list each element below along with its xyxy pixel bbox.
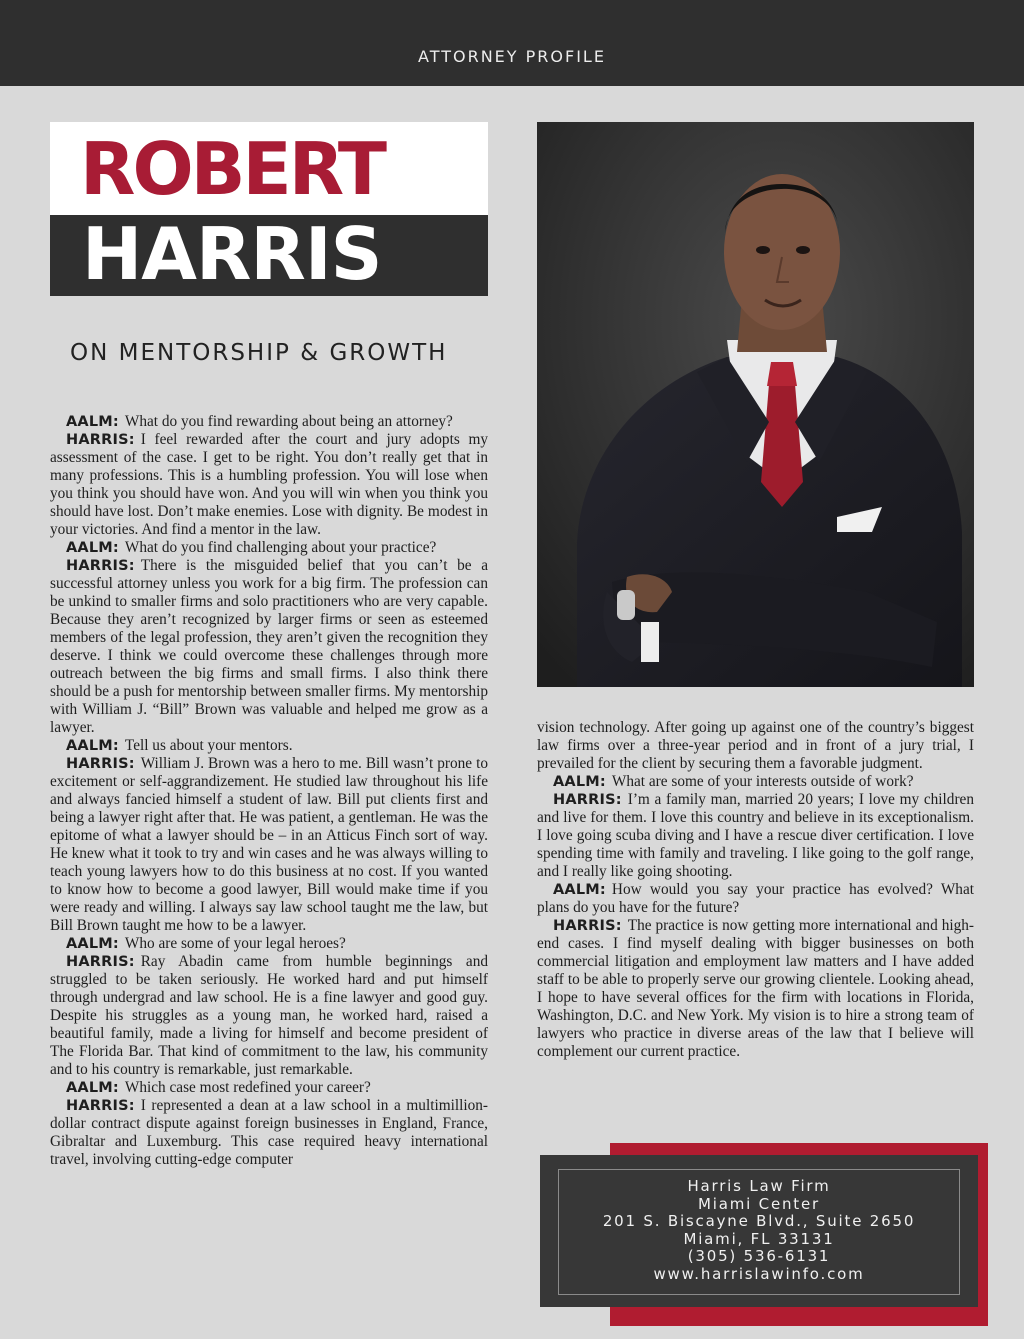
last-name-panel (50, 212, 488, 296)
interviewee-label: HARRIS: (553, 918, 622, 934)
interview-answer (537, 917, 974, 1061)
interview-column-left (50, 413, 488, 1169)
last-name: HARRIS (82, 212, 382, 296)
website-link[interactable]: www.harrislawinfo.com (653, 1264, 865, 1283)
contact-card-frame (558, 1169, 960, 1295)
interviewee-label: HARRIS: (66, 756, 135, 772)
interview-answer (50, 1097, 488, 1169)
building-name: Miami Center (698, 1194, 820, 1213)
paragraph-text: I’m a family man, married 20 years; I love my children and live for them. I love this country and believe in its exceptionalism. I love going scuba diving and I have a rescue diver certification. I love spending time with family and traveling. I like going to the golf range, and I really like going shooting. (537, 791, 974, 880)
firm-name: Harris Law Firm (687, 1177, 831, 1195)
interviewee-label: HARRIS: (66, 954, 135, 970)
paragraph-text: Ray Abadin came from humble beginnings and struggled to be taken seriously. He worked hard and put himself through undergrad and law school. He is a fine lawyer and good guy. Despite his struggles as a young man, he worked hard, raised a beautiful family, made a living for himself and become president of The Florida Bar. That kind of commitment to the law, his community and to his country is remarkable, just remarkable. (50, 953, 488, 1078)
paragraph-text: Tell us about your mentors. (124, 737, 293, 754)
interviewer-label: AALM: (553, 882, 606, 898)
paragraph-text: I represented a dean at a law school in a multimillion-dollar contract dispute against foreign businesses in England, France, Gibraltar and Luxemburg. This case required heavy international travel, involving cutting-edge computer (50, 1097, 488, 1168)
interviewee-label: HARRIS: (553, 792, 622, 808)
street-address: 201 S. Biscayne Blvd., Suite 2650 (602, 1212, 916, 1230)
article-subtitle: ON MENTORSHIP & GROWTH (70, 340, 448, 366)
interview-answer (50, 557, 488, 737)
paragraph-text: The practice is now getting more international and high-end cases. I find myself dealing with bigger businesses on both commercial litigation and employment law matters and I have added staff to be able to properly serve our growing clientele. Looking ahead, I hope to have several offices for the firm with locations in Florida, Washington, D.C. and New York. My vision is to hire a strong team of lawyers who practice in diverse areas of the law that I believe will complement our current practice. (537, 917, 974, 1060)
interview-question (537, 773, 974, 791)
answer-continued (537, 719, 974, 773)
paragraph-text: What do you find rewarding about being an attorney? (124, 413, 453, 430)
interview-question (537, 881, 974, 917)
city-state-zip: Miami, FL 33131 (683, 1229, 835, 1248)
paragraph-text: Who are some of your legal heroes? (124, 935, 346, 952)
paragraph-text: What do you find challenging about your practice? (124, 539, 437, 556)
first-name: ROBERT (80, 127, 385, 211)
contact-card (540, 1155, 978, 1307)
first-name-panel (50, 122, 488, 215)
interviewer-label: AALM: (553, 774, 606, 790)
paragraph-text: Which case most redefined your career? (124, 1079, 371, 1096)
interview-answer (50, 755, 488, 935)
attorney-portrait (537, 122, 974, 687)
phone-number[interactable]: (305) 536-6131 (687, 1247, 831, 1265)
interviewer-label: AALM: (66, 414, 119, 430)
interviewer-label: AALM: (66, 738, 119, 754)
paragraph-text: vision technology. After going up against one of the country’s biggest law firms over a three-year period and in front of a jury trial, I prevailed for the client by securing them a favorable judgment. (537, 719, 974, 772)
interview-column-right (537, 719, 974, 1061)
paragraph-text: There is the misguided belief that you can’t be a successful attorney unless you work for a big firm. The profession can be unkind to smaller firms and solo practitioners who are very capable. Because they aren’t recognized by larger firms or seen as esteemed members of the legal profession, they aren’t given the recognition they deserve. I think we could overcome these challenges through more outreach between the big firms and small firms. I also think there should be a push for mentorship between smaller firms. My mentorship with William J. “Bill” Brown was valuable and helped me grow as a lawyer. (50, 557, 489, 736)
interview-answer (50, 953, 488, 1079)
interview-question (50, 413, 488, 431)
interview-question (50, 539, 488, 557)
interviewee-label: HARRIS: (66, 432, 135, 448)
interviewer-label: AALM: (66, 936, 119, 952)
header-bar (0, 0, 1024, 86)
interview-answer (537, 791, 974, 881)
section-label: ATTORNEY PROFILE (418, 47, 606, 66)
paragraph-text: How would you say your practice has evolved? What plans do you have for the future? (537, 881, 974, 916)
paragraph-text: What are some of your interests outside of work? (611, 773, 914, 790)
paragraph-text: William J. Brown was a hero to me. Bill wasn’t prone to excitement or self-aggrandizement. He studied law throughout his life and always fancied himself a student of law. Bill put clients first and being a lawyer right after that. He was patient, a gentleman. He was the epitome of what a lawyer should be – in an Atticus Finch sort of way. He knew what it took to try and win cases and he was always willing to teach young lawyers how to do this business at no cost. If you wanted to know how to become a good lawyer, Bill would make time if you were ready and willing. I always say law school taught me the law, but Bill Brown taught me how to be a lawyer. (50, 755, 488, 934)
interviewee-label: HARRIS: (66, 558, 135, 574)
interviewee-label: HARRIS: (66, 1098, 135, 1114)
interview-question (50, 1079, 488, 1097)
interviewer-label: AALM: (66, 1080, 119, 1096)
paragraph-text: I feel rewarded after the court and jury adopts my assessment of the case. I get to be right. You don’t really get that in many professions. This is a humbling profession. You will lose when you think you should have won. And you will win when you think you should have lost. Don’t make enemies. Lose with dignity. Be modest in your victories. And find a mentor in the law. (50, 431, 488, 538)
portrait-illustration (537, 122, 974, 687)
name-banner (50, 122, 488, 296)
interviewer-label: AALM: (66, 540, 119, 556)
interview-question (50, 935, 488, 953)
interview-question (50, 737, 488, 755)
interview-answer (50, 431, 488, 539)
